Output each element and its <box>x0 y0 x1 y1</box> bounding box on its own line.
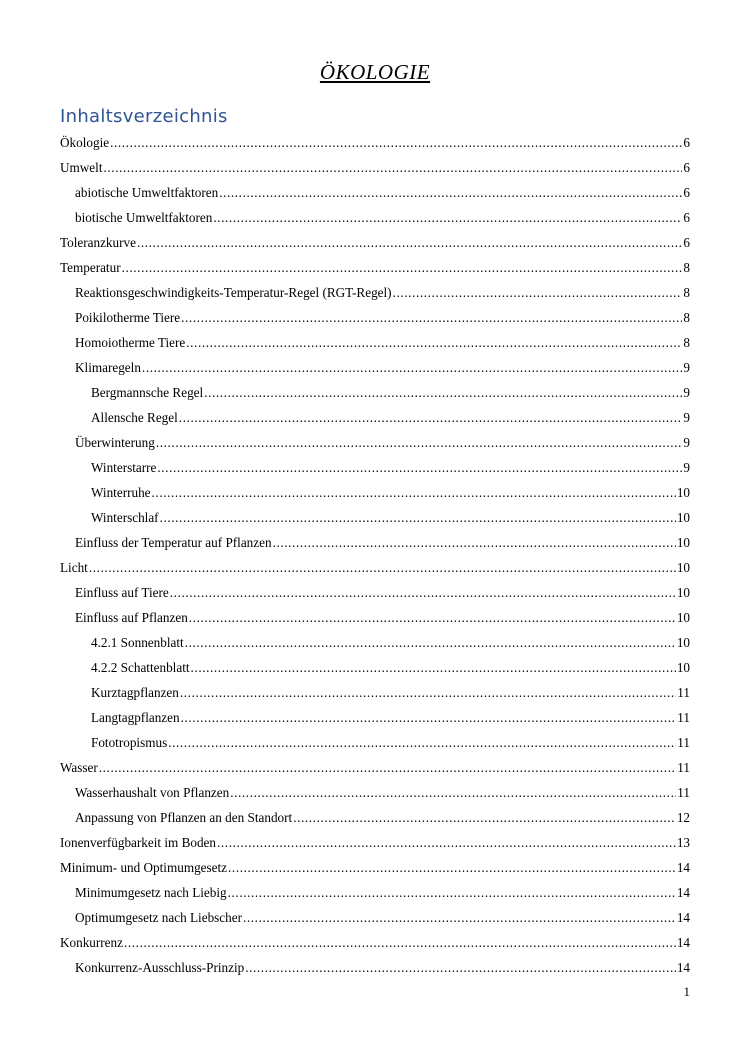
toc-entry-page: 9 <box>683 410 690 425</box>
toc-entry-label: Wasser <box>60 760 98 775</box>
toc-entry[interactable] <box>60 780 690 805</box>
toc-dot-leader <box>228 880 676 905</box>
toc-entry-page: 14 <box>676 910 690 925</box>
toc-entry-page: 9 <box>683 385 690 400</box>
toc-entry[interactable] <box>60 655 690 680</box>
toc-dot-leader <box>181 305 682 330</box>
toc-entry-label: Kurztagpflanzen <box>91 685 179 700</box>
page-number: 1 <box>683 984 690 999</box>
toc-dot-leader <box>168 730 676 755</box>
toc-dot-leader <box>228 855 676 880</box>
toc-entry-page: 8 <box>683 285 690 300</box>
toc-dot-leader <box>156 430 683 455</box>
toc-entry-label: Konkurrenz <box>60 935 123 950</box>
toc-entry-page: 6 <box>683 210 690 225</box>
toc-dot-leader <box>160 505 676 530</box>
toc-entry-page: 10 <box>676 510 690 525</box>
toc-dot-leader <box>99 755 677 780</box>
document-title: ÖKOLOGIE <box>319 60 431 84</box>
table-of-contents <box>60 130 690 980</box>
toc-entry[interactable] <box>60 130 690 155</box>
toc-entry[interactable] <box>60 905 690 930</box>
toc-entry-label: Ionenverfügbarkeit im Boden <box>60 835 217 850</box>
toc-entry-page: 12 <box>676 810 690 825</box>
toc-entry-page: 13 <box>676 835 690 850</box>
toc-entry-label: Toleranzkurve <box>60 235 136 250</box>
toc-dot-leader <box>179 405 683 430</box>
toc-entry-page: 8 <box>683 260 690 275</box>
toc-entry-page: 11 <box>677 710 690 725</box>
toc-dot-leader <box>124 930 676 955</box>
toc-dot-leader <box>181 705 677 730</box>
toc-dot-leader <box>186 330 682 355</box>
toc-entry-label: abiotische Umweltfaktoren <box>75 185 219 200</box>
toc-dot-leader <box>157 455 682 480</box>
toc-entry[interactable] <box>60 530 690 555</box>
toc-entry[interactable] <box>60 305 690 330</box>
toc-dot-leader <box>217 830 676 855</box>
toc-entry[interactable] <box>60 555 690 580</box>
toc-entry-label: Einfluss der Temperatur auf Pflanzen <box>75 535 272 550</box>
toc-dot-leader <box>110 130 682 155</box>
toc-dot-leader <box>89 555 676 580</box>
toc-entry-page: 6 <box>683 185 690 200</box>
toc-entry[interactable] <box>60 430 690 455</box>
toc-dot-leader <box>393 280 683 305</box>
toc-entry-page: 11 <box>677 735 690 750</box>
toc-entry-label: Ökologie <box>60 135 110 150</box>
toc-entry-page: 14 <box>676 935 690 950</box>
toc-entry-label: Homoiotherme Tiere <box>75 335 186 350</box>
toc-entry[interactable] <box>60 955 690 980</box>
toc-entry-page: 14 <box>676 960 690 975</box>
toc-entry-label: Poikilotherme Tiere <box>75 310 181 325</box>
toc-dot-leader <box>230 780 676 805</box>
toc-dot-leader <box>243 905 676 930</box>
toc-dot-leader <box>204 380 682 405</box>
toc-dot-leader <box>142 355 682 380</box>
toc-dot-leader <box>122 255 683 280</box>
toc-entry[interactable] <box>60 205 690 230</box>
toc-entry-label: Langtagpflanzen <box>91 710 180 725</box>
toc-entry[interactable] <box>60 855 690 880</box>
toc-entry[interactable] <box>60 680 690 705</box>
toc-entry-page: 10 <box>676 635 690 650</box>
toc-entry-label: Klimaregeln <box>75 360 141 375</box>
toc-heading: Inhaltsverzeichnis <box>60 106 228 127</box>
toc-entry[interactable] <box>60 805 690 830</box>
toc-dot-leader <box>104 155 683 180</box>
toc-entry-label: Minimumgesetz nach Liebig <box>75 885 227 900</box>
toc-entry-page: 10 <box>676 485 690 500</box>
toc-entry[interactable] <box>60 330 690 355</box>
toc-entry-page: 8 <box>683 310 690 325</box>
toc-entry-page: 6 <box>683 235 690 250</box>
toc-dot-leader <box>180 680 676 705</box>
toc-entry[interactable] <box>60 505 690 530</box>
toc-entry-label: Konkurrenz-Ausschluss-Prinzip <box>75 960 245 975</box>
toc-entry-label: Optimumgesetz nach Liebscher <box>75 910 242 925</box>
toc-entry-page: 14 <box>676 860 690 875</box>
toc-entry[interactable] <box>60 155 690 180</box>
toc-entry[interactable] <box>60 455 690 480</box>
toc-entry[interactable] <box>60 230 690 255</box>
toc-entry[interactable] <box>60 405 690 430</box>
toc-entry-label: Minimum- und Optimumgesetz <box>60 860 228 875</box>
toc-entry-page: 11 <box>677 785 690 800</box>
toc-entry[interactable] <box>60 180 690 205</box>
toc-entry-label: Winterstarre <box>91 460 157 475</box>
toc-entry[interactable] <box>60 705 690 730</box>
toc-entry-label: Einfluss auf Pflanzen <box>75 610 188 625</box>
toc-entry-label: Anpassung von Pflanzen an den Standort <box>75 810 293 825</box>
toc-entry-label: Einfluss auf Tiere <box>75 585 169 600</box>
toc-dot-leader <box>245 955 676 980</box>
toc-entry-label: biotische Umweltfaktoren <box>75 210 213 225</box>
toc-entry[interactable] <box>60 280 690 305</box>
toc-entry-label: 4.2.2 Schattenblatt <box>91 660 190 675</box>
toc-entry[interactable] <box>60 605 690 630</box>
toc-entry-page: 10 <box>676 610 690 625</box>
toc-entry-label: Bergmannsche Regel <box>91 385 204 400</box>
toc-entry[interactable] <box>60 355 690 380</box>
toc-entry-page: 9 <box>683 435 690 450</box>
toc-entry-page: 6 <box>683 160 690 175</box>
toc-entry-page: 10 <box>676 585 690 600</box>
toc-dot-leader <box>152 480 676 505</box>
toc-entry[interactable] <box>60 930 690 955</box>
toc-entry[interactable] <box>60 630 690 655</box>
toc-entry-label: Winterruhe <box>91 485 151 500</box>
toc-dot-leader <box>293 805 676 830</box>
toc-entry-page: 8 <box>683 335 690 350</box>
toc-entry-label: Überwinterung <box>75 435 155 450</box>
toc-entry-label: Temperatur <box>60 260 121 275</box>
toc-dot-leader <box>170 580 676 605</box>
toc-entry[interactable] <box>60 730 690 755</box>
toc-entry-label: Reaktionsgeschwindigkeits-Temperatur-Regel (RGT-Regel) <box>75 285 392 300</box>
toc-entry-label: Wasserhaushalt von Pflanzen <box>75 785 230 800</box>
toc-entry-page: 9 <box>683 360 690 375</box>
toc-entry-page: 14 <box>676 885 690 900</box>
toc-entry-page: 10 <box>676 660 690 675</box>
toc-entry-label: Umwelt <box>60 160 103 175</box>
toc-entry-page: 10 <box>676 560 690 575</box>
toc-entry-page: 11 <box>677 685 690 700</box>
toc-dot-leader <box>191 655 676 680</box>
toc-entry[interactable] <box>60 255 690 280</box>
toc-dot-leader <box>219 180 682 205</box>
toc-entry-page: 9 <box>683 460 690 475</box>
toc-dot-leader <box>213 205 682 230</box>
toc-entry-page: 10 <box>676 535 690 550</box>
toc-entry-page: 11 <box>677 760 690 775</box>
toc-dot-leader <box>189 605 676 630</box>
toc-dot-leader <box>137 230 682 255</box>
toc-entry[interactable] <box>60 580 690 605</box>
toc-entry[interactable] <box>60 755 690 780</box>
toc-entry[interactable] <box>60 880 690 905</box>
toc-entry[interactable] <box>60 830 690 855</box>
toc-dot-leader <box>273 530 676 555</box>
toc-dot-leader <box>185 630 676 655</box>
toc-entry-label: Fototropismus <box>91 735 168 750</box>
toc-entry[interactable] <box>60 480 690 505</box>
toc-entry-label: 4.2.1 Sonnenblatt <box>91 635 184 650</box>
toc-entry-page: 6 <box>683 135 690 150</box>
toc-entry-label: Winterschlaf <box>91 510 159 525</box>
toc-entry-label: Licht <box>60 560 88 575</box>
toc-entry-label: Allensche Regel <box>91 410 178 425</box>
toc-entry[interactable] <box>60 380 690 405</box>
